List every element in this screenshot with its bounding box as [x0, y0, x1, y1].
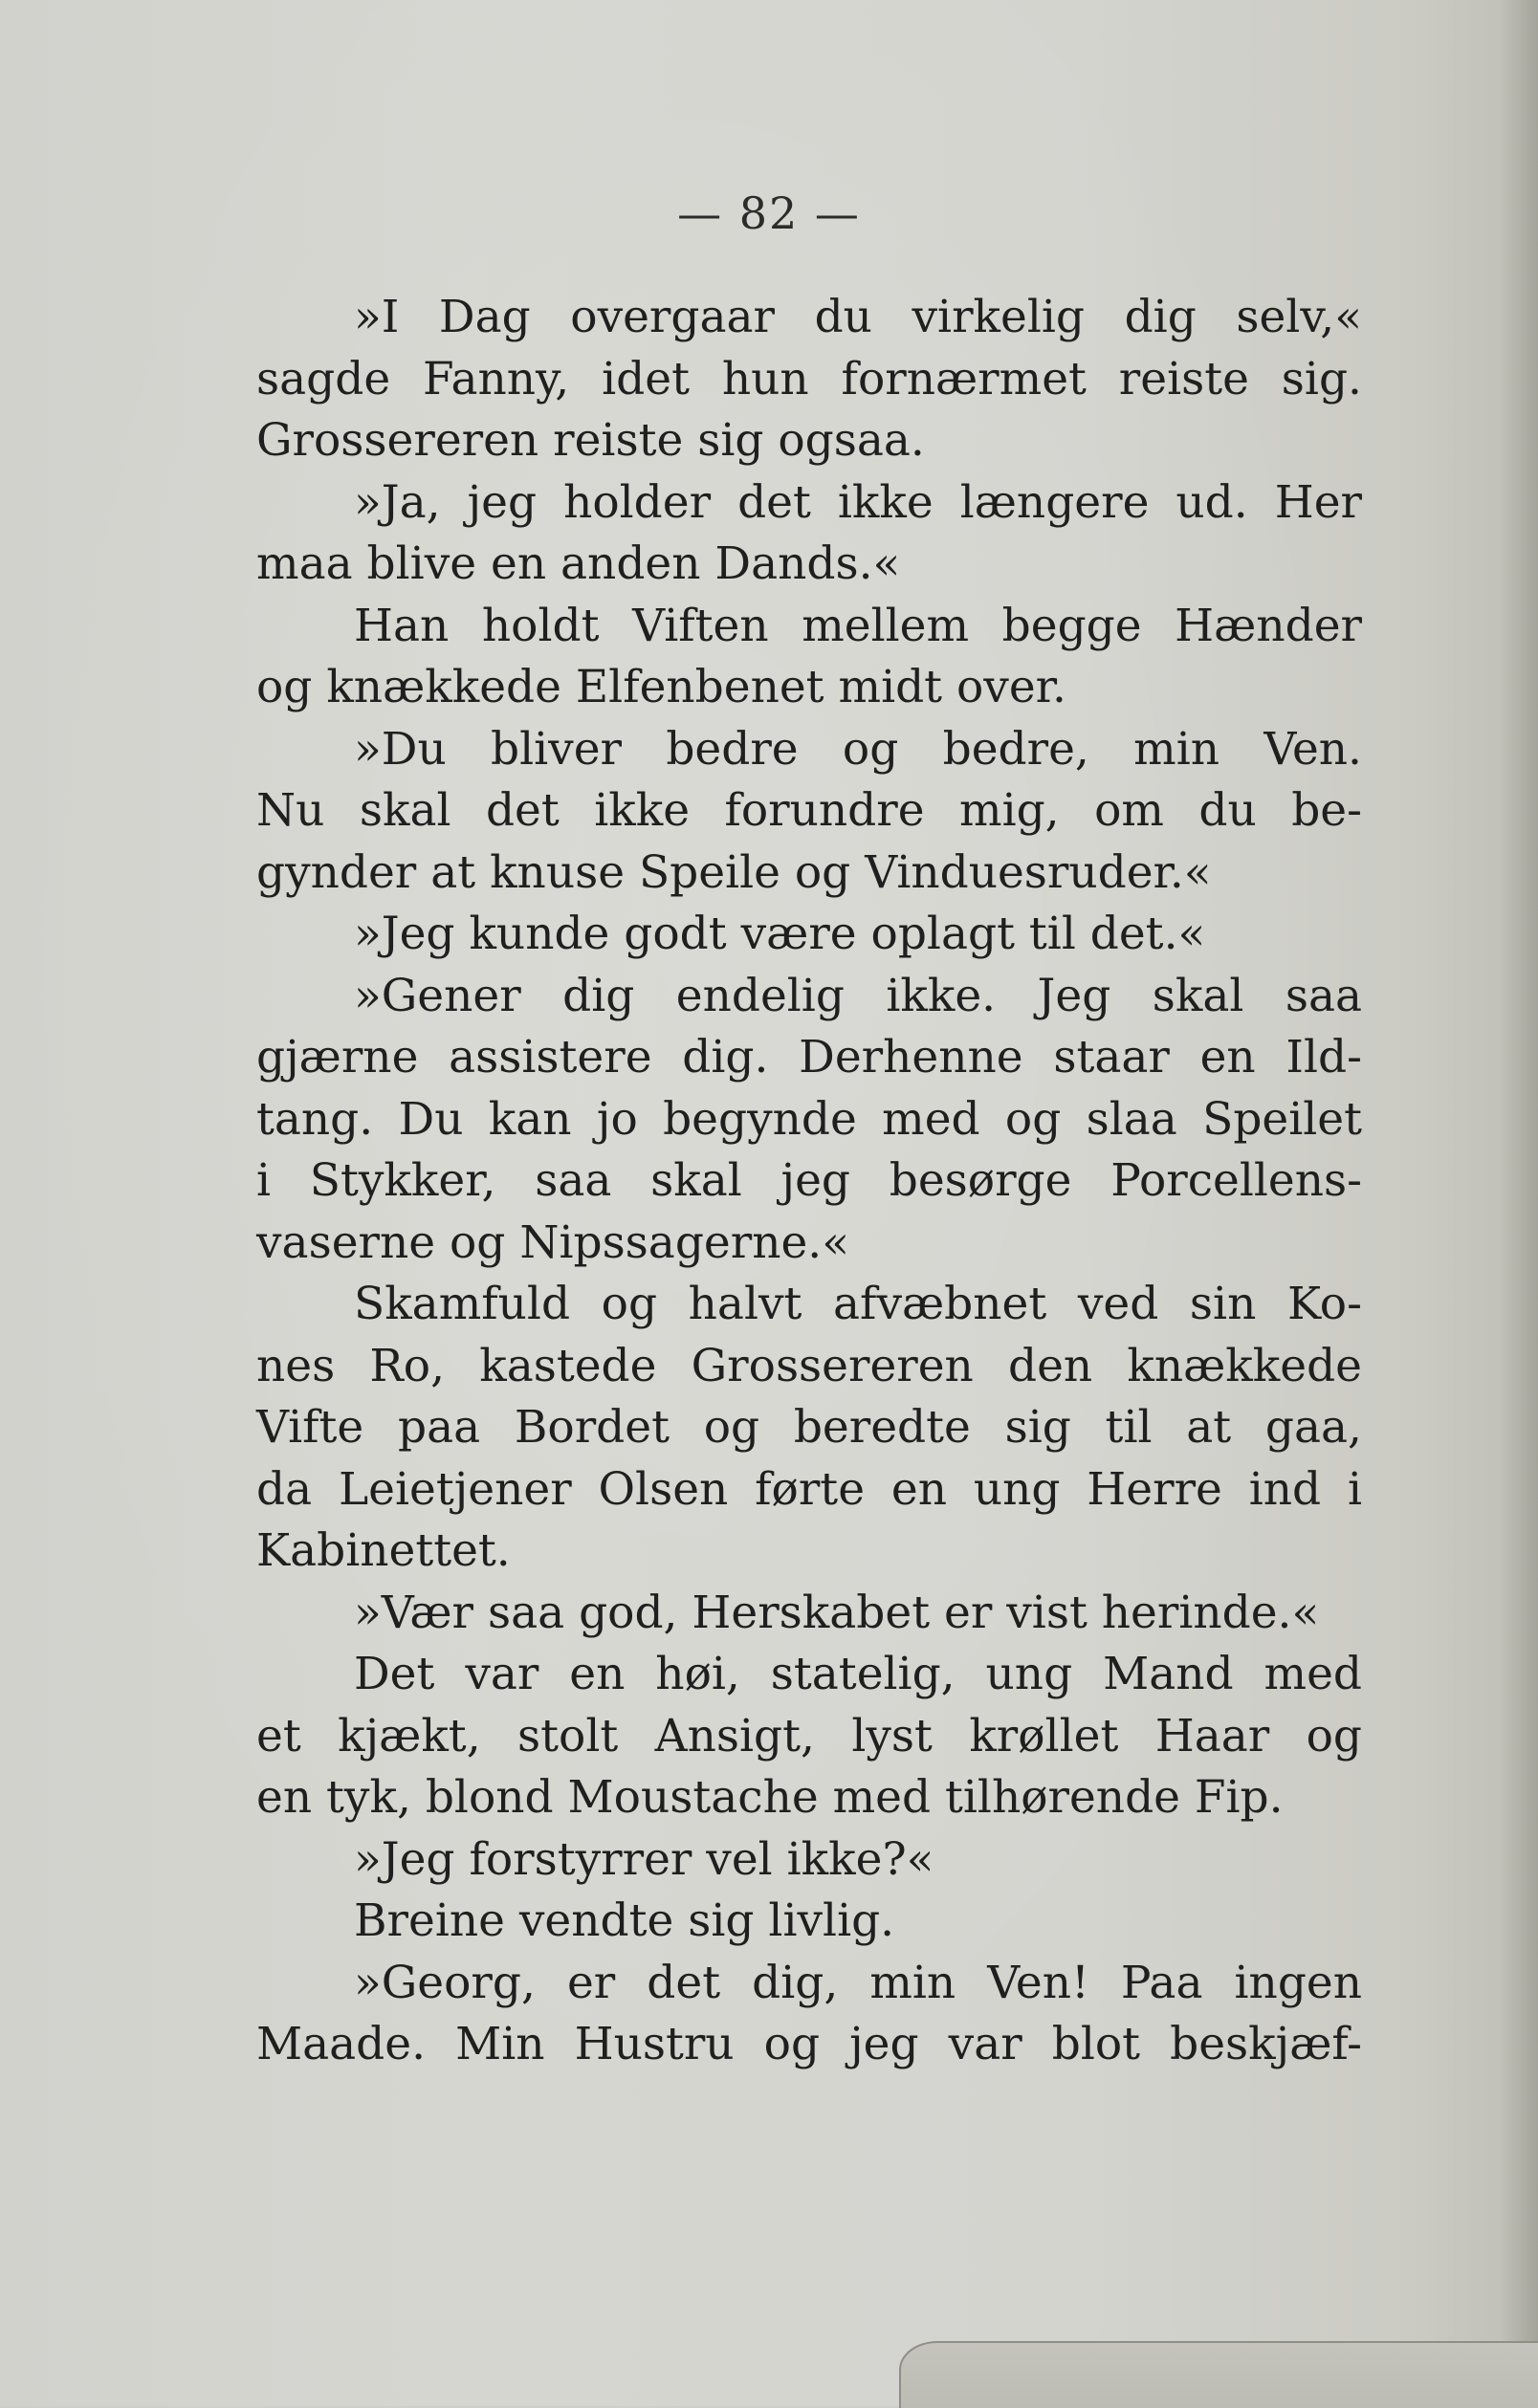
text-line: tang. Du kan jo begynde med og slaa Speilet: [256, 1092, 1362, 1146]
text-line: Skamfuld og halvt afvæbnet ved sin Ko-: [354, 1278, 1362, 1330]
text-line: »Georg, er det dig, min Ven! Paa ingen: [354, 1956, 1362, 2009]
text-line: vaserne og Nipssagerne.«: [256, 1215, 849, 1269]
text-line: Han holdt Viften mellem begge Hænder: [354, 599, 1362, 652]
text-line: »Vær saa god, Herskabet er vist herinde.«: [354, 1586, 1320, 1639]
text-line: da Leietjener Olsen førte en ung Herre ind i: [256, 1462, 1362, 1516]
text-line: Grossereren reiste sig ogsaa.: [256, 414, 925, 467]
text-line: »Jeg forstyrrer vel ikke?«: [354, 1832, 934, 1886]
text-line: gjærne assistere dig. Derhenne staar en Ild-: [256, 1031, 1362, 1084]
text-line: sagde Fanny, idet hun fornærmet reiste sig.: [256, 352, 1362, 405]
text-line: »I Dag overgaar du virkelig dig selv,«: [354, 291, 1362, 343]
text-line: »Jeg kunde godt være oplagt til det.«: [354, 908, 1206, 960]
page-number: — 82 —: [677, 187, 861, 239]
text-line: Kabinettet.: [256, 1524, 511, 1577]
text-line: gynder at knuse Speile og Vinduesruder.«: [256, 845, 1212, 899]
body-text: [256, 287, 1362, 2076]
text-line: Det var en høi, statelig, ung Mand med: [354, 1648, 1362, 1700]
text-line: »Ja, jeg holder det ikke længere ud. Her: [354, 475, 1362, 529]
text-line: Vifte paa Bordet og beredte sig til at gaa,: [256, 1401, 1362, 1454]
text-line: et kjækt, stolt Ansigt, lyst krøllet Haar og: [256, 1709, 1362, 1762]
text-line: Maade. Min Hustru og jeg var blot beskjæf-: [256, 2018, 1362, 2070]
text-line: Nu skal det ikke forundre mig, om du be-: [256, 784, 1362, 837]
page-edge-shadow: [1500, 0, 1538, 2406]
text-line: i Stykker, saa skal jeg besørge Porcellens-: [256, 1154, 1362, 1207]
text-line: »Gener dig endelig ikke. Jeg skal saa: [354, 969, 1362, 1022]
text-line: og knækkede Elfenbenet midt over.: [256, 661, 1066, 713]
text-line: »Du bliver bedre og bedre, min Ven.: [354, 722, 1362, 776]
text-line: Breine vendte sig livlig.: [354, 1894, 895, 1947]
text-line: nes Ro, kastede Grossereren den knækkede: [256, 1339, 1362, 1392]
page-corner-curl: [899, 2341, 1538, 2408]
text-line: en tyk, blond Moustache med tilhørende Fip.: [256, 1771, 1284, 1824]
text-line: maa blive en anden Dands.«: [256, 537, 901, 590]
